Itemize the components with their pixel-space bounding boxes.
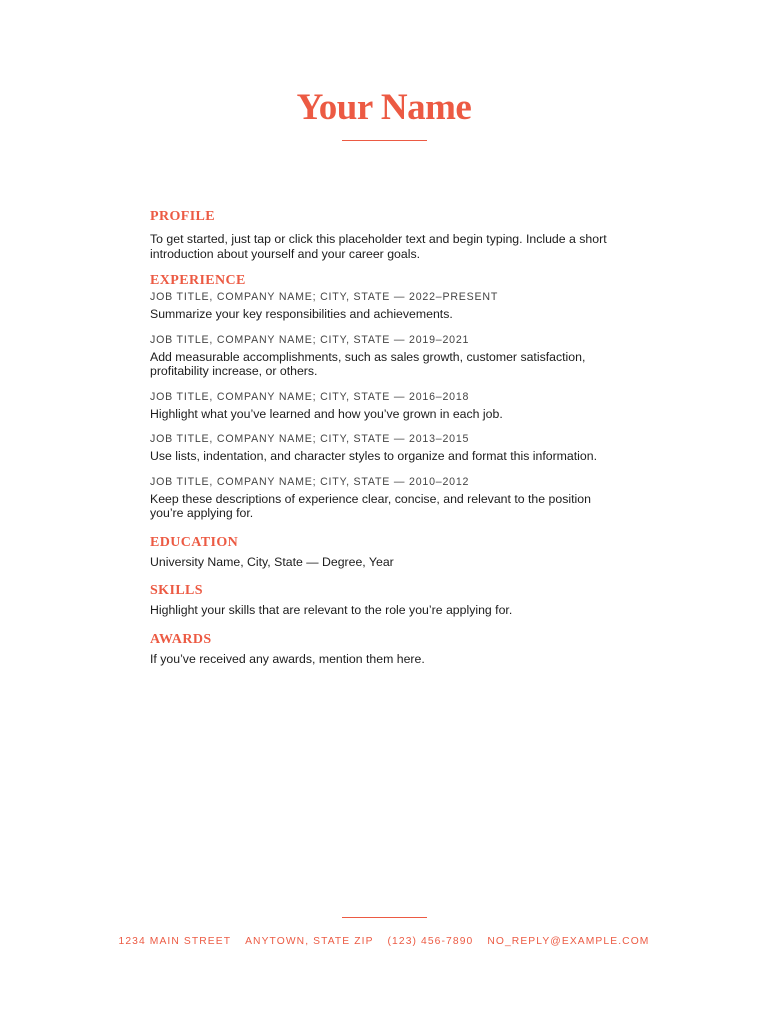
profile-text[interactable]: To get started, just tap or click this placeholder text and begin typing. Include a short introduction about yourself and your career goals. [150, 232, 607, 261]
resume-name[interactable]: Your Name [296, 87, 472, 128]
job-title[interactable]: JOB TITLE, COMPANY NAME; CITY, STATE — 2022–PRESENT [150, 291, 499, 303]
awards-heading[interactable]: AWARDS [150, 631, 212, 647]
job-description[interactable]: Keep these descriptions of experience clear, concise, and relevant to the position you’re applying for. [150, 491, 591, 520]
resume-body [150, 208, 620, 666]
footer-city[interactable]: ANYTOWN, STATE ZIP [245, 936, 374, 947]
skills-heading[interactable]: SKILLS [150, 583, 203, 598]
experience-heading[interactable]: EXPERIENCE [150, 273, 246, 288]
experience-section [150, 272, 620, 521]
job-description[interactable]: Add measurable accomplishments, such as sales growth, customer satisfaction, profitability increase, or others. [150, 349, 586, 378]
job-title[interactable]: JOB TITLE, COMPANY NAME; CITY, STATE — 2010–2012 [150, 475, 470, 488]
footer-email[interactable]: NO_REPLY@EXAMPLE.COM [487, 936, 650, 947]
job-title[interactable]: JOB TITLE, COMPANY NAME; CITY, STATE — 2013–2015 [150, 433, 470, 445]
header-divider [342, 140, 427, 141]
footer-address[interactable]: 1234 MAIN STREET [118, 936, 232, 947]
awards-section [150, 631, 620, 667]
footer-divider [342, 917, 427, 918]
job-description[interactable]: Highlight what you’ve learned and how you’ve grown in each job. [150, 406, 503, 421]
skills-section [150, 582, 620, 618]
contact-footer [0, 936, 768, 947]
footer-phone[interactable]: (123) 456-7890 [387, 936, 474, 947]
profile-heading[interactable]: PROFILE [150, 209, 216, 224]
skills-text[interactable]: Highlight your skills that are relevant to the role you’re applying for. [150, 603, 513, 617]
job-description[interactable]: Summarize your key responsibilities and achievements. [150, 307, 453, 321]
job-title[interactable]: JOB TITLE, COMPANY NAME; CITY, STATE — 2019–2021 [150, 333, 470, 346]
job-title[interactable]: JOB TITLE, COMPANY NAME; CITY, STATE — 2016–2018 [150, 390, 470, 403]
education-heading[interactable]: EDUCATION [150, 534, 239, 550]
job-description[interactable]: Use lists, indentation, and character styles to organize and format this information. [150, 449, 598, 463]
awards-text[interactable]: If you’ve received any awards, mention them here. [150, 651, 425, 666]
education-section [150, 534, 620, 570]
profile-section [150, 208, 620, 261]
education-text[interactable]: University Name, City, State — Degree, Year [150, 554, 394, 569]
